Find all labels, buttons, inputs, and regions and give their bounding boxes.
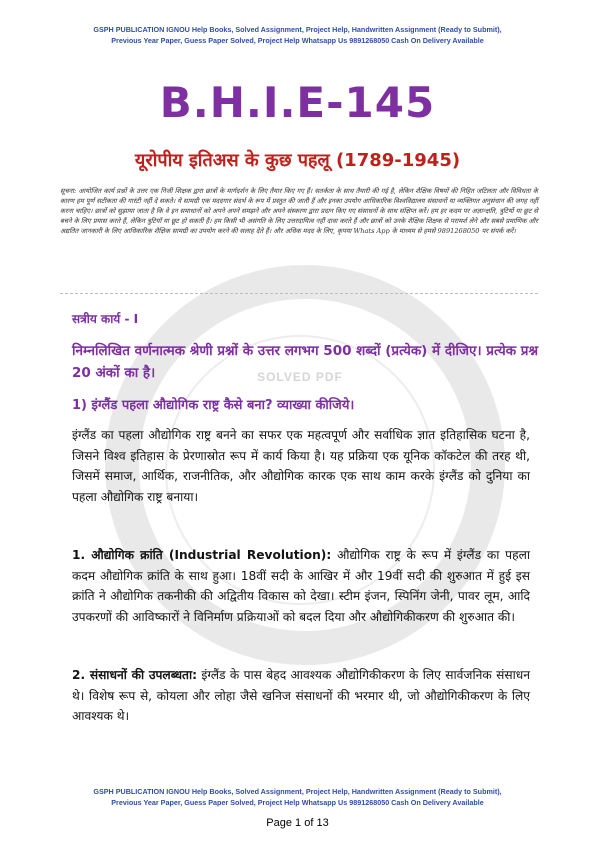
point-1-heading: 1. औद्योगिक क्रांति (Industrial Revolution): — [72, 548, 332, 562]
instruction-text: निम्नलिखित वर्णनात्मक श्रेणी प्रश्नों के उत्तर लगभग 500 शब्दों (प्रत्येक) में दीजिए। प्रत्येक प्रश्न 20 अंकों का है। — [72, 343, 539, 381]
footer-banner — [40, 786, 555, 808]
answer-paragraph-point-1 — [72, 545, 530, 627]
question-heading: 1) इंग्लैंड पहला औद्योगिक राष्ट्र कैसे बना? व्याख्या कीजिये। — [72, 398, 355, 413]
footer-banner-line-2: Previous Year Paper, Guess Paper Solved, Project Help Whatsapp Us 9891268050 Cash On Delivery Available — [111, 798, 484, 807]
disclaimer-notice: सूचना: आयोजित कार्य प्रश्नों के उत्तर एक निजी शिक्षक द्वारा छात्रों के मार्गदर्शन के लिए तैयार किए गए हैं। सतर्कता के साथ तैयारी की गई है, लेकिन शैक्षिक विषयों की निहित जटिलता और विविधता के कारण हम पूर्ण सटीकता की गारंटी नहीं दे सकते। ये सामग्री एक मददगार संदर्भ के रूप में प्रस्तुत की जाती हैं और इनका उपयोग आधिकारिक विश्वविद्यालय संसाधनों या व्यक्तिगत अनुसंधान की जगह नहीं करना चाहिए। छात्रों को सुझाया जाता है कि वे इन समाधानों को अपने अपने समझने और अपने संस्करण द्वारा प्रदान किए गए संसाधनों के साथ संक्षिप्त करें। हम हर कदम पर अज्ञान्क्षति, त्रुटियों या छूट से बचने के लिए प्रयास करते हैं, लेकिन त्रुटियाँ या छूट हो सकती हैं। हम किसी भी असंगति के लिए उत्तरदायित्व नहीं दावा करते हैं और छात्रों को उनके शैक्षिक शिक्षक से परामर्श लेने और सबसे प्रमाणिक और अद्यतित जानकारी के लिए आधिकारिक शैक्षिक सामग्री का उपयोग करने की सलाह देते हैं। और अधिक मदद के लिए, कृपया Whats App के माध्यम से हमसे 9891268050 पर संपर्क करें। — [60, 187, 538, 235]
header-banner-line-2: Previous Year Paper, Guess Paper Solved, Project Help Whatsapp Us 9891268050 Cash On Delivery Available — [111, 36, 484, 45]
header-banner-line-1: GSPH PUBLICATION IGNOU Help Books, Solved Assignment, Project Help, Handwritten Assignment (Ready to Submit), — [93, 25, 502, 34]
footer-banner-line-1: GSPH PUBLICATION IGNOU Help Books, Solved Assignment, Project Help, Handwritten Assignment (Ready to Submit), — [93, 787, 502, 796]
point-2-heading: 2. संसाधनों की उपलब्धता: — [72, 668, 197, 682]
watermark-text: SOLVED PDF — [257, 370, 343, 384]
course-title: यूरोपीय इतिअस के कुछ पहलू (1789-1945) — [134, 150, 461, 171]
point-2-body: इंग्लैंड के पास बेहद आवश्यक औद्योगिकीकरण के लिए सार्वजनिक संसाधन थे। विशेष रूप से, कोयला और लोहा जैसे खनिज संसाधनों की भरमार थी, जो औद्योगिकीकरण के लिए आवश्यक थे। — [72, 668, 530, 723]
header-banner — [40, 24, 555, 46]
answer-paragraph-point-2 — [72, 665, 530, 727]
page-number: Page 1 of 13 — [266, 817, 329, 829]
course-code: B.H.I.E-145 — [159, 78, 436, 127]
section-label: सत्रीय कार्य - I — [72, 312, 139, 326]
divider — [60, 293, 538, 294]
point-1-body: औद्योगिक राष्ट्र के रूप में इंग्लैंड का पहला कदम औद्योगिक क्रांति के साथ हुआ। 18वीं सदी के आखिर में और 19वीं सदी की शुरुआत में हुई इस क्रांति ने औद्योगिक तकनीकी की अद्वितीय विकास को देखा। स्टीम इंजन, स्पिनिंग जेनी, पावर लूम, आदि उपकरणों की आविष्कारों ने विनिर्माण प्रक्रियाओं को बदल दिया और औद्योगिकीकरण की शुरुआत की। — [72, 548, 530, 624]
answer-paragraph-intro: इंग्लैंड का पहला औद्योगिक राष्ट्र बनने का सफर एक महत्वपूर्ण और सर्वाधिक ज्ञात इतिहासिक घटना है, जिसने विश्व इतिहास के प्रेरणास्रोत रूप में कार्य किया है। यह प्रक्रिया एक यूनिक कॉकटेल की तरह थी, जिसमें समाज, आर्थिक, राजनीतिक, और औद्योगिक कारक एक साथ काम करके इंग्लैंड को दुनिया का पहला औद्योगिक राष्ट्र बनाया। — [72, 428, 530, 504]
